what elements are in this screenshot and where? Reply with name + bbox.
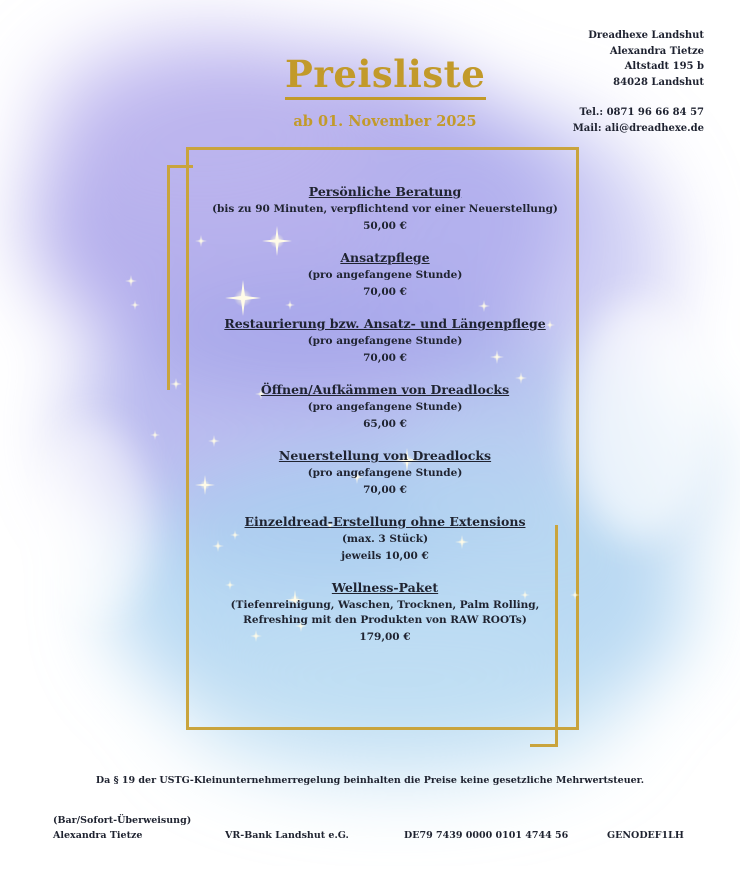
service-price: 70,00 € (363, 484, 407, 496)
sparkle-icon (130, 300, 140, 310)
service-title: Neuerstellung von Dreadlocks (278, 448, 492, 463)
price-item (190, 448, 580, 499)
phone-number: Tel.: 0871 96 66 84 57 (579, 107, 704, 118)
sparkle-icon (150, 430, 160, 440)
price-item (190, 514, 580, 565)
service-price: 70,00 € (363, 286, 407, 298)
street-address: Altstadt 195 b (624, 61, 704, 72)
price-item (190, 184, 580, 235)
price-item (190, 316, 580, 367)
company-name: Dreadhexe Landshut (588, 30, 704, 41)
service-title: Wellness-Paket (331, 580, 439, 595)
service-description: Refreshing mit den Produkten von RAW ROOTs) (243, 614, 527, 626)
service-price: 70,00 € (363, 352, 407, 364)
owner-name: Alexandra Tietze (609, 45, 704, 57)
price-item (190, 250, 580, 301)
iban: DE79 7439 0000 0101 4744 56 (404, 830, 569, 841)
service-title: Öffnen/Aufkämmen von Dreadlocks (260, 382, 510, 397)
service-title: Ansatzpflege (340, 250, 430, 265)
page-subtitle: ab 01. November 2025 (293, 113, 477, 130)
city-address: 84028 Landshut (613, 76, 704, 88)
service-price: 65,00 € (363, 418, 407, 430)
payment-methods: (Bar/Sofort-Überweisung) (53, 815, 192, 826)
service-description: (pro angefangene Stunde) (307, 467, 463, 479)
service-title: Einzeldread-Erstellung ohne Extensions (244, 514, 526, 529)
price-item (190, 382, 580, 433)
service-description: (max. 3 Stück) (341, 533, 429, 545)
service-description: (Tiefenreinigung, Waschen, Trocknen, Palm Rolling, (230, 599, 540, 611)
service-description: (bis zu 90 Minuten, verpflichtend vor einer Neuerstellung) (212, 203, 558, 215)
tax-note: Da § 19 der USTG-Kleinunternehmerregelung beinhalten die Preise keine gesetzliche Mehrwertsteuer. (95, 775, 645, 786)
service-description: (pro angefangene Stunde) (307, 335, 463, 347)
sparkle-icon (170, 378, 182, 390)
service-description: (pro angefangene Stunde) (307, 401, 463, 413)
service-title: Restaurierung bzw. Ansatz- und Längenpflege (224, 316, 546, 331)
bank-name: VR-Bank Landshut e.G. (225, 830, 349, 841)
service-price: 50,00 € (363, 220, 407, 232)
sparkle-icon (125, 275, 137, 287)
service-price: jeweils 10,00 € (341, 550, 429, 562)
service-title: Persönliche Beratung (308, 184, 462, 199)
service-price: 179,00 € (359, 631, 411, 643)
email-address: Mail: ali@dreadhexe.de (572, 122, 704, 134)
page-title: Preisliste (285, 52, 486, 96)
bic: GENODEF1LH (607, 830, 684, 841)
price-list (190, 184, 580, 661)
price-item (190, 580, 580, 646)
service-description: (pro angefangene Stunde) (307, 269, 463, 281)
account-holder: Alexandra Tietze (53, 830, 143, 841)
